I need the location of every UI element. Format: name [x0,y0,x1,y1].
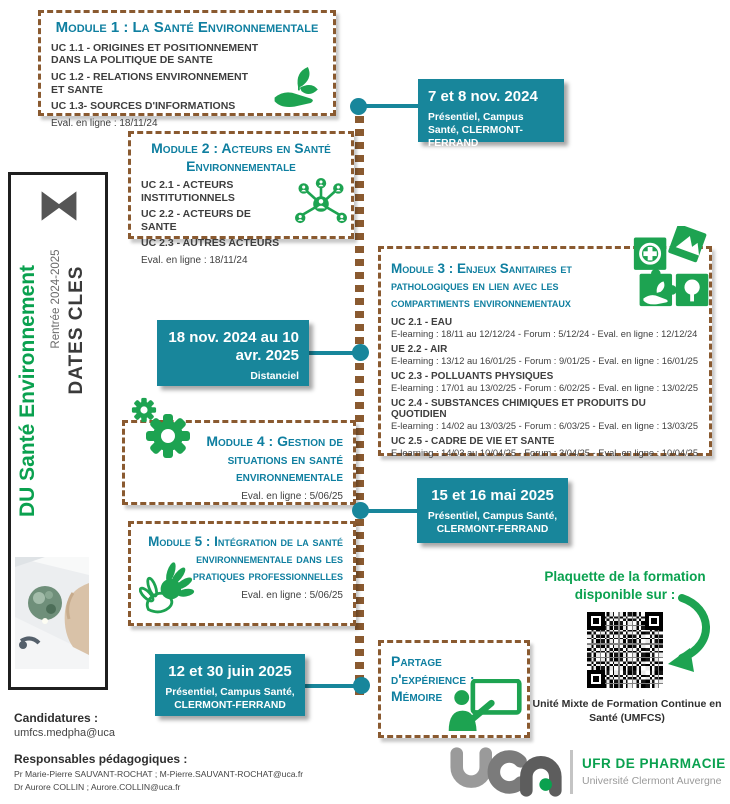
timeline-dot [350,98,367,115]
module-3-unit-schedule: E-learning : 18/11 au 12/12/24 - Forum : 5/12/24 - Eval. en ligne : 12/12/24 [391,328,698,339]
date-box-1 [418,79,564,149]
gears-icon [124,394,196,460]
module-3-title: Module 3 : Enjeux Sanitaires et pathologiques en lien avec les compartiments environnementaux [391,261,572,310]
date-1-detail: Présentiel, Campus Santé, CLERMONT-FERRAND [428,112,524,149]
module-3-unit-schedule: E-learning : 14/02 au 13/03/25 - Forum : 6/03/25 - Eval. en ligne : 13/03/25 [391,420,698,431]
connector-line [303,684,359,688]
puzzle-health-icon [630,226,716,310]
date-3-detail: Présentiel, Campus Santé, CLERMONT-FERRAND [427,511,558,535]
module-2-item: UC 2.2 - ACTEURS DE SANTE [141,208,251,233]
partage-title: Partage d'expérience : Mémoire [391,653,475,704]
hand-globe-photo [15,557,89,669]
module-2-item: UC 2.3 - AUTRES ACTEURS [141,237,280,250]
curved-arrow-icon [660,592,718,676]
responsable-2: Dr Aurore COLLIN ; Aurore.COLLIN@uca.fr [14,782,181,792]
candidatures-label: Candidatures : [14,711,99,725]
module-4-eval: Eval. en ligne : 5/06/25 [241,490,343,502]
hands-icon [139,561,199,617]
responsable-1: Pr Marie-Pierre SAUVANT-ROCHAT ; M-Pierre.SAUVANT-ROCHAT@uca.fr [14,769,304,779]
date-3: 15 et 16 mai 2025 [431,487,554,504]
module-3-unit-name: UC 2.1 - EAU [391,316,453,328]
candidatures-email: umfcs.medpha@uca [14,727,116,739]
module-1-eval: Eval. en ligne : 18/11/24 [51,117,158,129]
connector-line [362,509,418,513]
module-1-item: UC 1.2 - RELATIONS ENVIRONNEMENT ET SANTE [51,70,248,96]
uca-logo [448,742,566,800]
module-3-unit-name: UE 2.2 - AIR [391,343,448,355]
module-3-unit-schedule: E-learning : 13/12 au 16/01/25 - Forum : 9/01/25 - Eval. en ligne : 16/01/25 [391,355,698,366]
timeline-dashed-line [355,116,364,696]
module-5-title: Module 5 : Intégration de la santé environnementale dans les pratiques professionnelles [148,534,343,583]
logo-divider [570,750,573,794]
date-4-detail: Présentiel, Campus Santé, CLERMONT-FERRAND [165,687,295,711]
people-network-icon [295,178,347,230]
date-box-3 [417,478,568,543]
qr-code [585,610,665,690]
plaquette-heading: Plaquette de la formation disponible sur : [544,569,706,602]
date-2-detail: Distanciel [250,371,299,382]
date-box-2 [157,320,309,386]
connector-line [362,104,420,108]
presenter-board-icon [445,679,523,731]
program-edition: Rentrée 2024-2025 [50,249,62,349]
module-3-unit-name: UC 2.3 - POLLUANTS PHYSIQUES [391,370,554,382]
umfcs-caption: Unité Mixte de Formation Continue en Santé (UMFCS) [532,698,722,724]
timeline-dot [352,502,369,519]
date-2: 18 nov. 2024 au 10 avr. 2025 [168,329,299,364]
responsables-label: Responsables pédagogiques : [14,752,188,766]
module-1-item: UC 1.3- SOURCES D'INFORMATIONS [51,100,236,113]
module-3-unit-name: UC 2.5 - CADRE DE VIE ET SANTE [391,435,555,447]
module-3-unit-schedule: E-learning : 17/01 au 13/02/25 - Forum : 6/02/25 - Eval. en ligne : 13/02/25 [391,382,698,393]
module-5-box [128,521,356,626]
module-5-eval: Eval. en ligne : 5/06/25 [241,589,343,601]
faculty-name: UFR DE PHARMACIE [582,756,726,771]
module-1-box [38,10,336,129]
program-title: DU Santé Environnement [16,264,39,518]
partage-box [378,640,530,738]
hand-plant-icon [271,63,325,107]
hourglass-icon [37,185,81,227]
module-4-title: Module 4 : Gestion de situations en santé environnementale [206,433,343,484]
module-2-title: Module 2 : Acteurs en Santé Environnementale [151,140,331,174]
date-4: 12 et 30 juin 2025 [168,663,292,680]
module-2-box [128,131,354,266]
timeline-dot [352,344,369,361]
module-3-unit-schedule: E-learning : 14/03 au 10/04/25 - Forum : 3/04/25 - Eval. en ligne : 10/04/25 [391,447,698,458]
module-2-item: UC 2.1 - ACTEURS INSTITUTIONNELS [141,179,235,204]
module-2-eval: Eval. en ligne : 18/11/24 [141,254,248,266]
university-name: Université Clermont Auvergne [582,775,722,787]
date-1: 7 et 8 nov. 2024 [428,88,538,105]
module-1-item: UC 1.1 - ORIGINES ET POSITIONNEMENT DANS LA POLITIQUE DE SANTE [51,41,259,67]
date-box-4 [155,654,305,716]
module-1-title: Module 1 : La Santé Environnementale [55,19,319,36]
key-dates-heading: DATES CLES [66,265,87,395]
module-3-unit-name: UC 2.4 - SUBSTANCES CHIMIQUES ET PRODUITS DU QUOTIDIEN [391,397,646,420]
timeline-dot [353,677,370,694]
